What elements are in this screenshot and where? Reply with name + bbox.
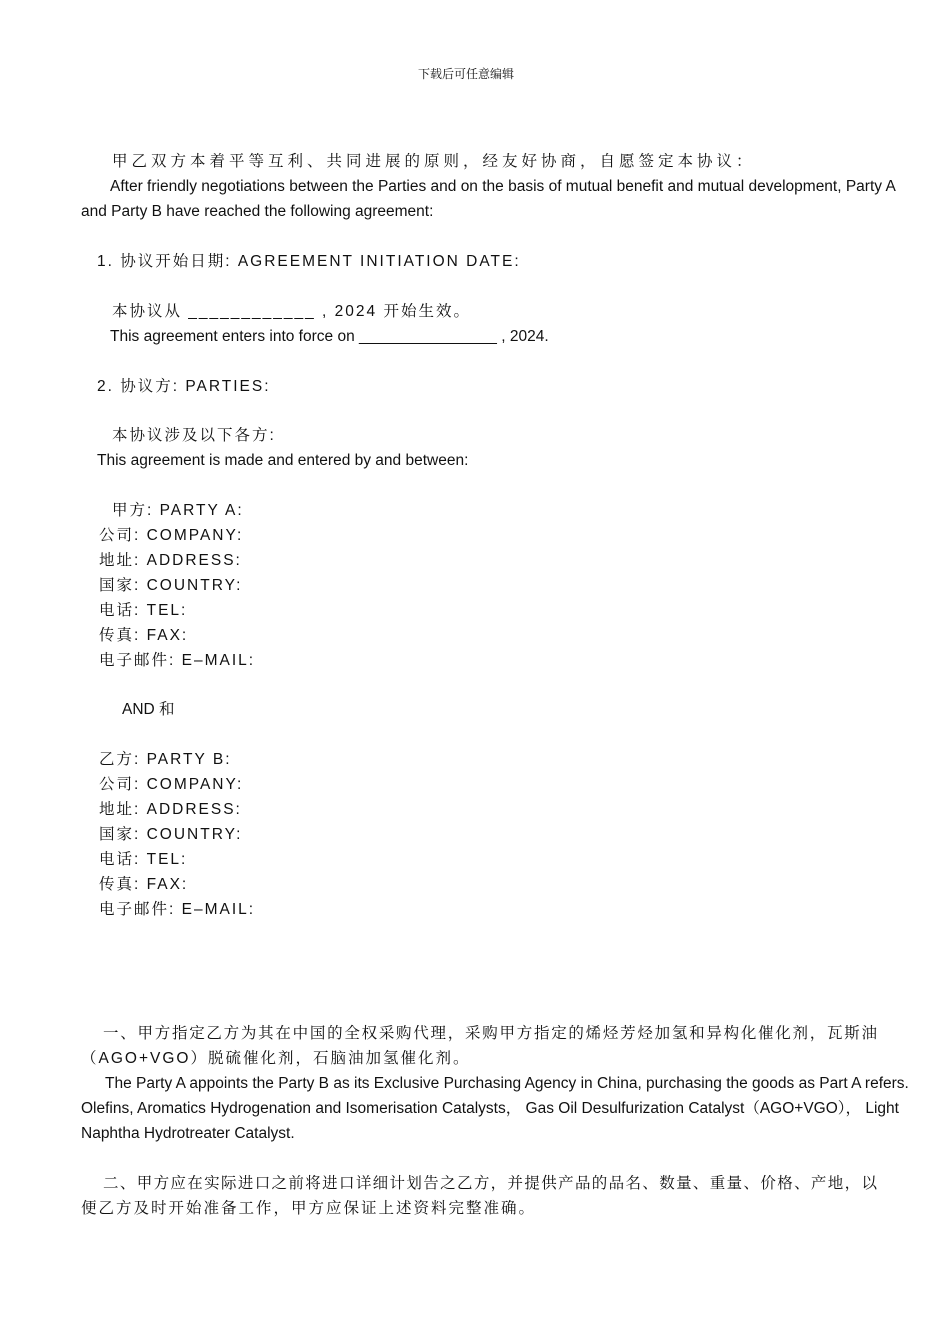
party-b-email: 电子邮件: E–MAIL: [99,901,256,918]
section2-en: This agreement is made and entered by and between: [97,452,469,469]
intro-en-line1: After friendly negotiations between the Parties and on the basis of mutual benefit and mutual development, Party A [110,178,896,195]
party-a-company: 公司: COMPANY: [99,527,244,544]
clause1-en-line2: Olefins, Aromatics Hydrogenation and Isomerisation Catalysts， Gas Oil Desulfurization Catalyst（AGO+VGO）， Light [81,1100,899,1117]
intro-cn: 甲乙双方本着平等互利、共同进展的原则，经友好协商，自愿签定本协议： [112,153,756,170]
party-b-address: 地址: ADDRESS: [99,801,242,818]
intro-en-line2: and Party B have reached the following agreement: [81,203,434,220]
clause2-cn-line1: 二、甲方应在实际进口之前将进口详细计划告之乙方，并提供产品的品名、数量、重量、价格、产地，以 [103,1175,877,1192]
party-a-email: 电子邮件: E–MAIL: [99,652,256,669]
party-a-address: 地址: ADDRESS: [99,552,242,569]
section1-cn: 本协议从 ____________ , 2024 开始生效。 [112,303,471,320]
party-b-tel: 电话: TEL: [99,851,188,868]
clause1-en-line1: The Party A appoints the Party B as its Exclusive Purchasing Agency in China, purchasing the goods as Part A refers. [105,1075,909,1092]
page-header-note: 下载后可任意编辑 [418,67,515,81]
clause1-cn-line2: （AGO+VGO）脱硫催化剂，石脑油加氢催化剂。 [81,1050,471,1067]
party-b-country: 国家: COUNTRY: [99,826,243,843]
clause1-en-line3: Naphtha Hydrotreater Catalyst. [81,1125,295,1142]
party-a-fax: 传真: FAX: [99,627,189,644]
section1-en: This agreement enters into force on ________________ , 2024. [110,328,549,345]
clause1-cn-line1: 一、甲方指定乙方为其在中国的全权采购代理，采购甲方指定的烯烃芳烃加氢和异构化催化剂，瓦斯油 [103,1025,877,1042]
party-a-country: 国家: COUNTRY: [99,577,243,594]
party-a-tel: 电话: TEL: [99,602,188,619]
section2-title: 2. 协议方: PARTIES: [97,378,271,395]
section1-title: 1. 协议开始日期: AGREEMENT INITIATION DATE: [97,253,521,270]
clause2-cn-line2: 便乙方及时开始准备工作，甲方应保证上述资料完整准确。 [81,1200,537,1217]
party-a-label: 甲方: PARTY A: [112,502,244,519]
party-b-label: 乙方: PARTY B: [99,751,232,768]
section2-cn: 本协议涉及以下各方: [112,427,276,444]
party-b-company: 公司: COMPANY: [99,776,244,793]
party-b-fax: 传真: FAX: [99,876,189,893]
and-separator: AND 和 [122,701,175,718]
